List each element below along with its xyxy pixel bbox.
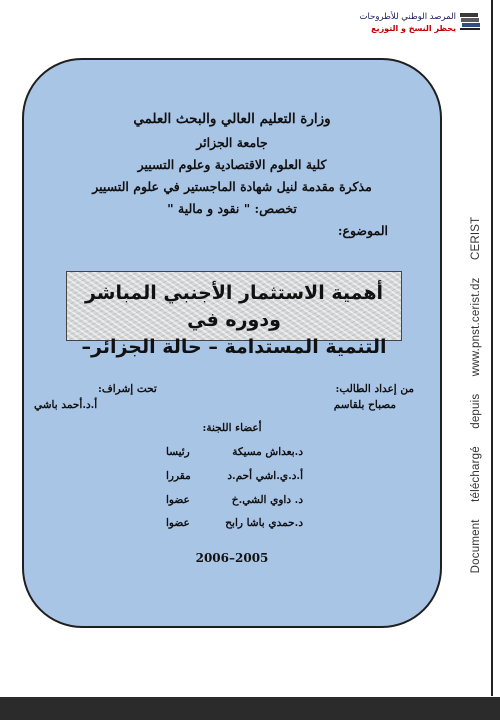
jury-member-name: د.حمدي باشا رابح	[225, 517, 303, 529]
watermark-word: depuis	[470, 393, 482, 429]
jury-member-role: عضوا	[166, 517, 190, 529]
jury-label: أعضاء اللجنة:	[202, 422, 262, 434]
logo-notice: يحظر النسخ و التوزيع	[371, 24, 456, 33]
title-line-2: التنمية المستدامة – حالة الجزائر–	[81, 336, 387, 358]
viewer-bottom-bar	[0, 697, 500, 720]
watermark-word: CERIST	[470, 216, 482, 261]
jury-member-role: عضوا	[166, 494, 190, 506]
logo-title: المرصد الوطني للأطروحات	[359, 12, 456, 22]
jury-member-name: أ.د.ي.اشي أحم.د	[227, 470, 303, 482]
supervisor-name: أ.د.أحمد باشي	[34, 399, 98, 411]
stacked-books-icon	[458, 10, 482, 32]
supervisor-label: تحت إشراف:	[98, 383, 157, 395]
subject-label: الموضوع:	[337, 223, 388, 238]
watermark-word: téléchargé	[470, 446, 482, 502]
thesis-statement: مذكرة مقدمة لنيل شهادة الماجستير في علوم التسيير	[92, 179, 372, 194]
jury-member-name: د. داوي الشي.خ	[231, 494, 303, 506]
specialty: تخصص: " نقود و مالية "	[167, 201, 297, 216]
ministry-name: وزارة التعليم العالي والبحث العلمي	[133, 111, 331, 127]
jury-member-role: مقررا	[166, 470, 191, 482]
student-label: من إعداد الطالب:	[335, 383, 414, 395]
student-name: مصباح بلقاسم	[333, 399, 396, 411]
academic-year: 2006–2005	[195, 551, 269, 565]
jury-member-role: رئيسا	[166, 446, 190, 458]
title-line-1: أهمية الاستثمار الأجنبي المباشر ودوره في	[84, 282, 384, 331]
cover-card	[22, 58, 442, 628]
jury-member-name: د.بعداش مسيكة	[232, 446, 303, 458]
thesis-title-box	[66, 271, 402, 358]
thesis-title	[67, 280, 401, 361]
watermark-word: Document	[470, 519, 482, 574]
faculty-name: كلية العلوم الاقتصادية وعلوم التسيير	[137, 157, 327, 172]
university-name: جامعة الجزائر	[196, 135, 268, 150]
watermark-link[interactable]: www.pnst.cerist.dz	[470, 277, 482, 377]
repository-logo	[352, 8, 482, 38]
cover-header	[24, 112, 440, 245]
